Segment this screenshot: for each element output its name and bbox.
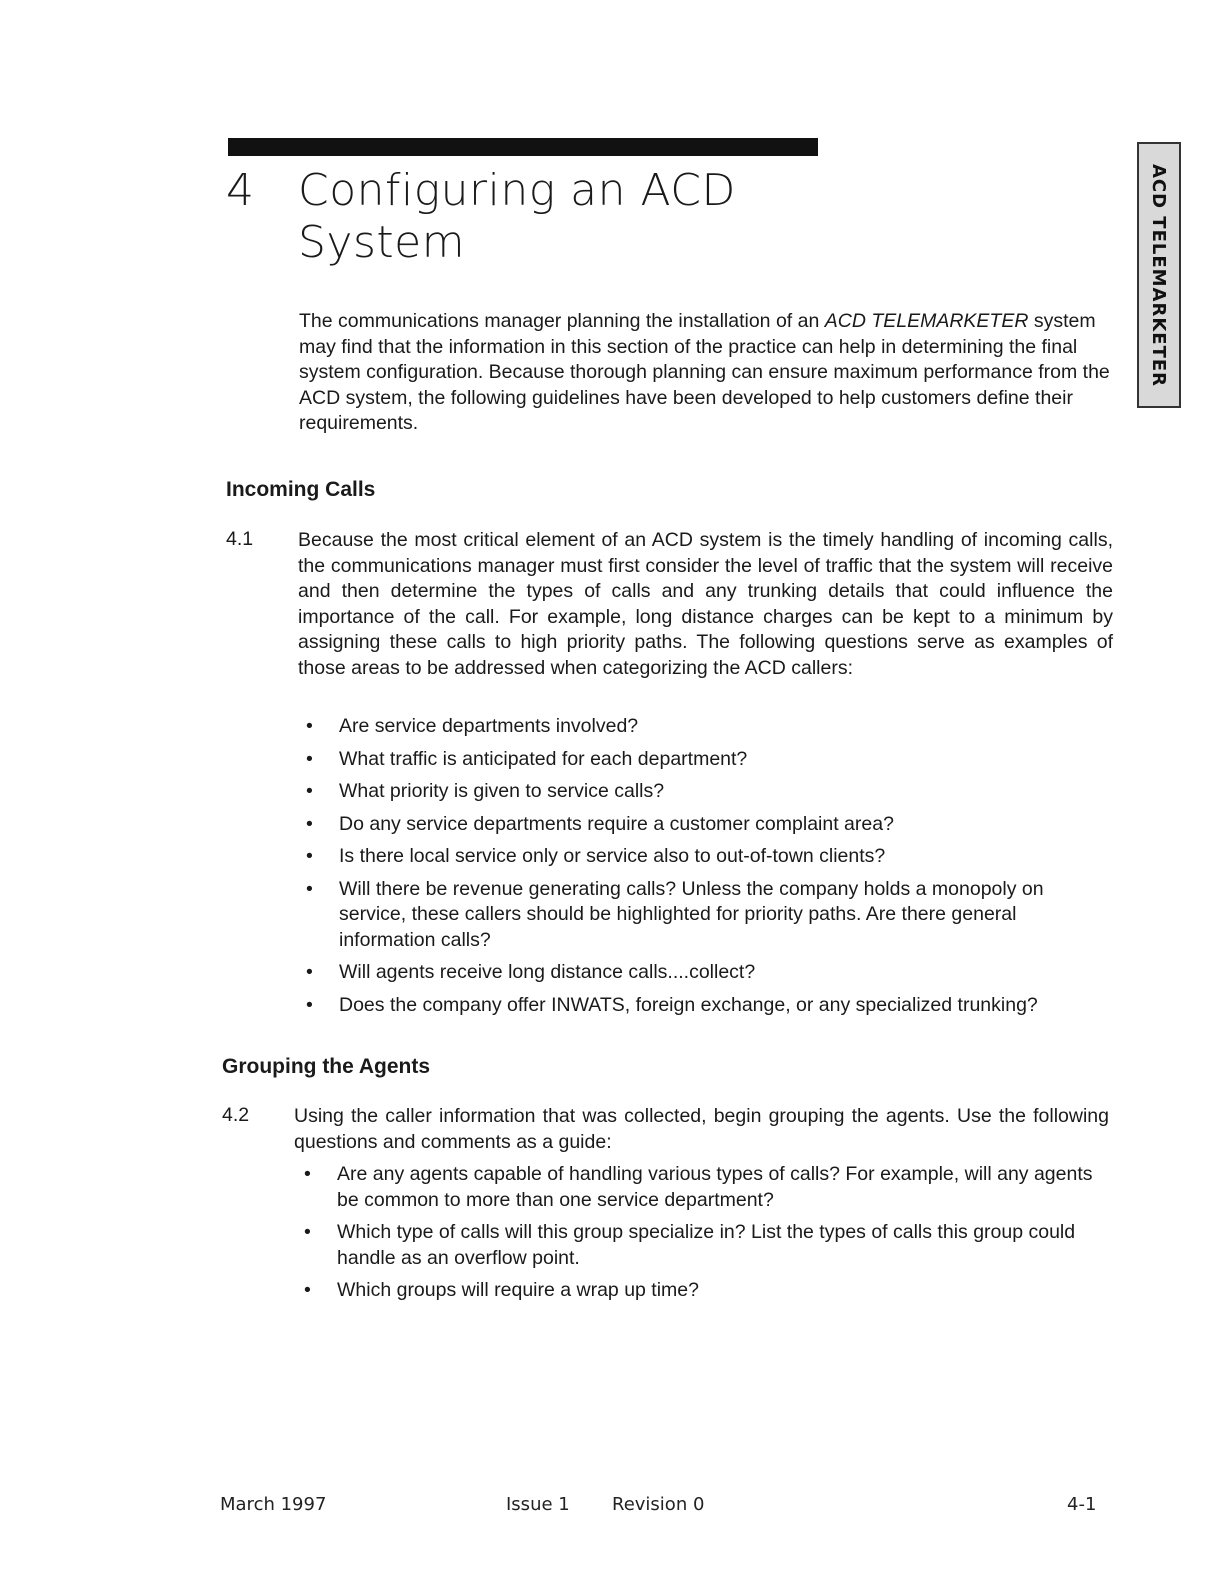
bullet-list-grouping-agents — [296, 1162, 1111, 1311]
footer-page-number: 4-1 — [1067, 1494, 1097, 1515]
section-heading-grouping-agents: Grouping the Agents — [222, 1055, 431, 1078]
intro-text-1: The communications manager planning the installation of an — [299, 310, 825, 332]
list-item: • Will agents receive long distance calls....collect? — [306, 961, 756, 983]
section-paragraph: Using the caller information that was collected, begin grouping the agents. Use the following questions and comments as a guide: — [294, 1105, 1109, 1153]
list-item: • What traffic is anticipated for each department? — [306, 747, 748, 770]
side-tab-label: ACD TELEMARKETER — [1148, 163, 1170, 387]
section-number: 4.1 — [226, 528, 254, 550]
list-item: • Which groups will require a wrap up time? — [304, 1279, 699, 1301]
list-item: • Are any agents capable of handling various types of calls? For example, will any agents be common to more than one service department? — [304, 1163, 1093, 1211]
list-item: • Is there local service only or service also to out-of-town clients? — [306, 845, 886, 867]
bullet-list-incoming-calls — [298, 714, 1113, 1025]
chapter-rule — [228, 138, 818, 156]
list-item: • Does the company offer INWATS, foreign exchange, or any specialized trunking? — [306, 993, 1038, 1016]
section-number: 4.2 — [222, 1104, 250, 1126]
side-tab — [1137, 142, 1181, 408]
chapter-title: Configuring an ACD System — [298, 165, 736, 268]
intro-text-2: system may find that the information in this section of the practice can help in determining the final system configuration. Because thorough planning can ensure maximum performance from the ACD system, the following guidelines have been developed to help customers define their requirements. — [299, 310, 1110, 434]
intro-paragraph — [299, 309, 1114, 437]
list-item: • Are service departments involved? — [306, 715, 639, 737]
list-item: • Which type of calls will this group specialize in? List the types of calls this group could handle as an overflow point. — [304, 1221, 1076, 1269]
list-item: • Will there be revenue generating calls? Unless the company holds a monopoly on service, these callers should be highlighted for priority paths. Are there general information calls? — [306, 877, 1044, 951]
list-item: • Do any service departments require a customer complaint area? — [306, 812, 894, 835]
footer-revision: Revision 0 — [612, 1494, 705, 1515]
footer-issue: Issue 1 — [506, 1494, 570, 1515]
list-item: • What priority is given to service calls? — [306, 780, 665, 802]
section-heading-incoming-calls: Incoming Calls — [226, 478, 376, 501]
section-paragraph: Because the most critical element of an ACD system is the timely handling of incoming calls, the communications manager must first consider the level of traffic that the system will receive and then determine the types of calls and any trunking details that could influence the importance of the call. For example, long distance charges can be kept to a minimum by assigning these calls to high priority paths. The following questions serve as examples of those areas to be addressed when categorizing the ACD callers: — [298, 529, 1113, 679]
chapter-number: 4 — [226, 165, 255, 216]
footer-date: March 1997 — [220, 1494, 327, 1515]
intro-product-name: ACD TELEMARKETER — [824, 310, 1029, 332]
